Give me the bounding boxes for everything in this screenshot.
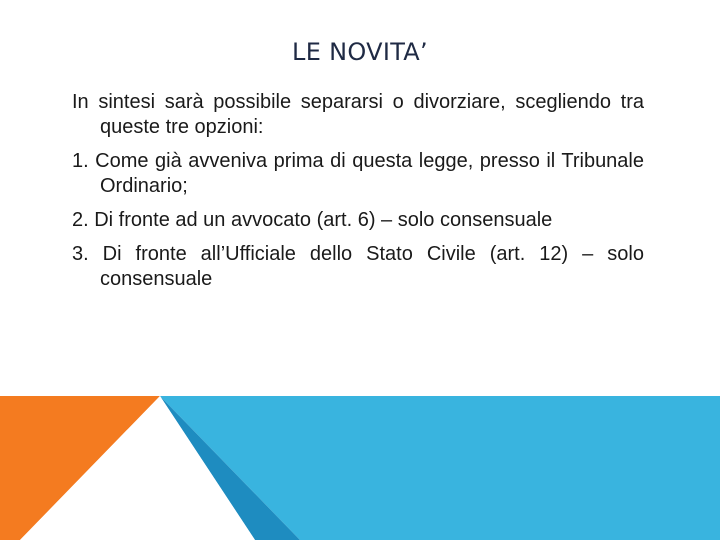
slide-body xyxy=(72,90,644,301)
intro-paragraph: In sintesi sarà possibile separarsi o divorziare, scegliendo tra queste tre opzioni: xyxy=(72,91,644,138)
decorative-footer-shapes xyxy=(0,396,720,540)
list-item-1: 1. Come già avveniva prima di questa legge, presso il Tribunale Ordinario; xyxy=(72,150,644,197)
slide-title: LE NOVITA’ xyxy=(292,38,428,66)
list-item-3: 3. Di fronte all’Ufficiale dello Stato Civile (art. 12) – solo consensuale xyxy=(72,243,644,290)
list-item-2: 2. Di fronte ad un avvocato (art. 6) – solo consensuale xyxy=(72,209,553,231)
